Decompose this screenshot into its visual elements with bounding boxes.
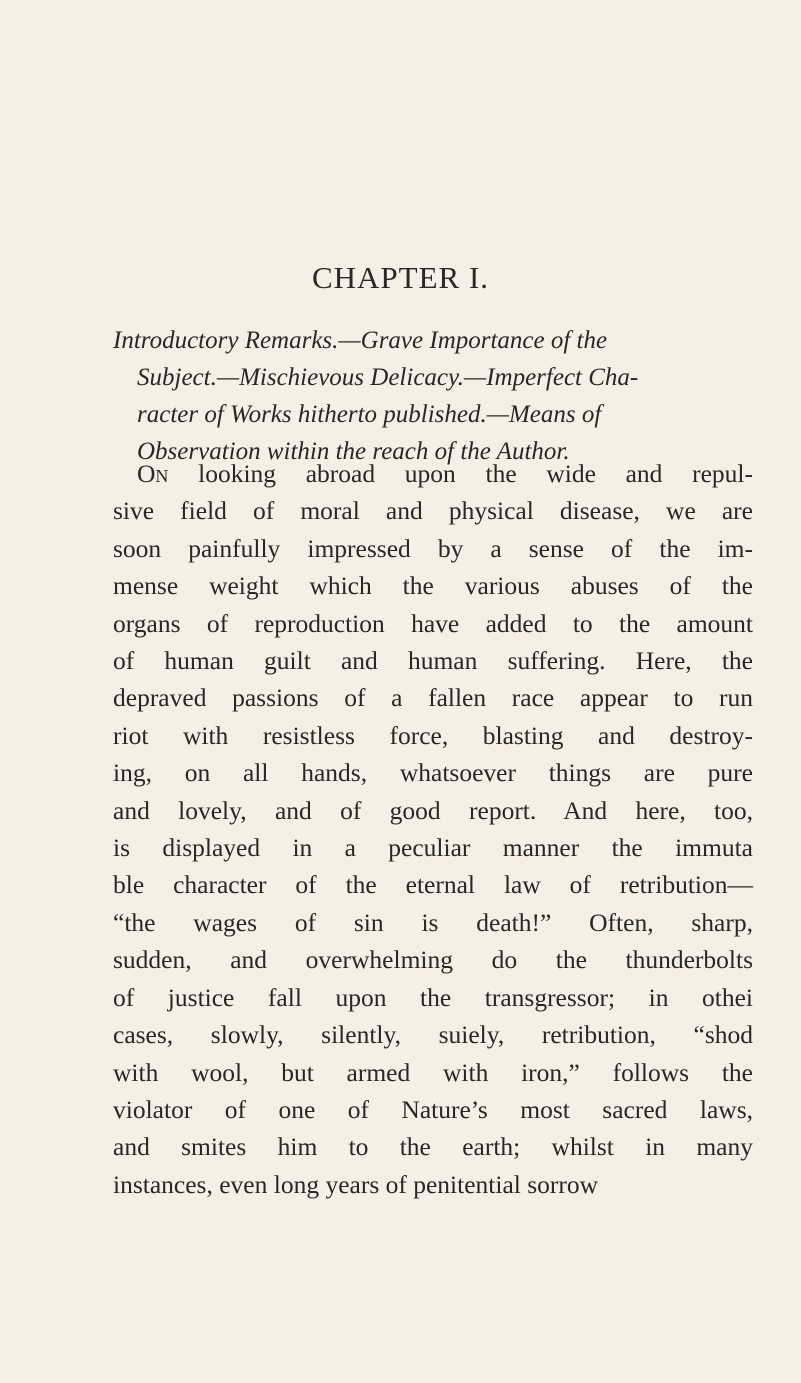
- chapter-summary: [113, 322, 753, 470]
- text-line: sive field of moral and physical disease, we are: [113, 496, 753, 526]
- text-line: riot with resistless force, blasting and destroy-: [113, 720, 753, 750]
- text-line: with wool, but armed with iron,” follows the: [113, 1057, 753, 1087]
- text-line: depraved passions of a fallen race appear to run: [113, 683, 753, 713]
- summary-line: Subject.—Mischievous Delicacy.—Imperfect Cha-: [137, 364, 639, 391]
- text-line: ing, on all hands, whatsoever things are pure: [113, 758, 753, 788]
- summary-line: Observation within the reach of the Author.: [137, 438, 570, 465]
- first-line-text: looking abroad upon the wide and repul-: [168, 459, 753, 488]
- text-line: of justice fall upon the transgressor; in othei: [113, 982, 753, 1012]
- text-line: of human guilt and human suffering. Here, the: [113, 646, 753, 676]
- text-line: violator of one of Nature’s most sacred laws,: [113, 1094, 753, 1124]
- text-line: cases, slowly, silently, suiely, retribution, “shod: [113, 1020, 753, 1050]
- summary-line: racter of Works hitherto published.—Means of: [137, 401, 602, 428]
- text-line: instances, even long years of penitential sorrow: [113, 1169, 599, 1199]
- text-line: soon painfully impressed by a sense of the im-: [113, 533, 753, 563]
- text-line: ble character of the eternal law of retribution—: [113, 870, 753, 900]
- paragraph-first-line: [113, 455, 753, 492]
- summary-line: Introductory Remarks.—Grave Importance of the: [113, 327, 608, 354]
- body-paragraph: [113, 455, 753, 1203]
- text-line: sudden, and overwhelming do the thunderbolts: [113, 945, 753, 975]
- text-line: and smites him to the earth; whilst in many: [113, 1132, 753, 1162]
- text-line: and lovely, and of good report. And here, too,: [113, 795, 753, 825]
- opening-word: On: [137, 459, 169, 488]
- chapter-heading: CHAPTER I.: [311, 260, 490, 295]
- text-line: mense weight which the various abuses of the: [113, 571, 753, 601]
- text-line: organs of reproduction have added to the amount: [113, 608, 753, 638]
- text-line: is displayed in a peculiar manner the immuta: [113, 833, 753, 863]
- text-line: “the wages of sin is death!” Often, sharp,: [113, 907, 753, 937]
